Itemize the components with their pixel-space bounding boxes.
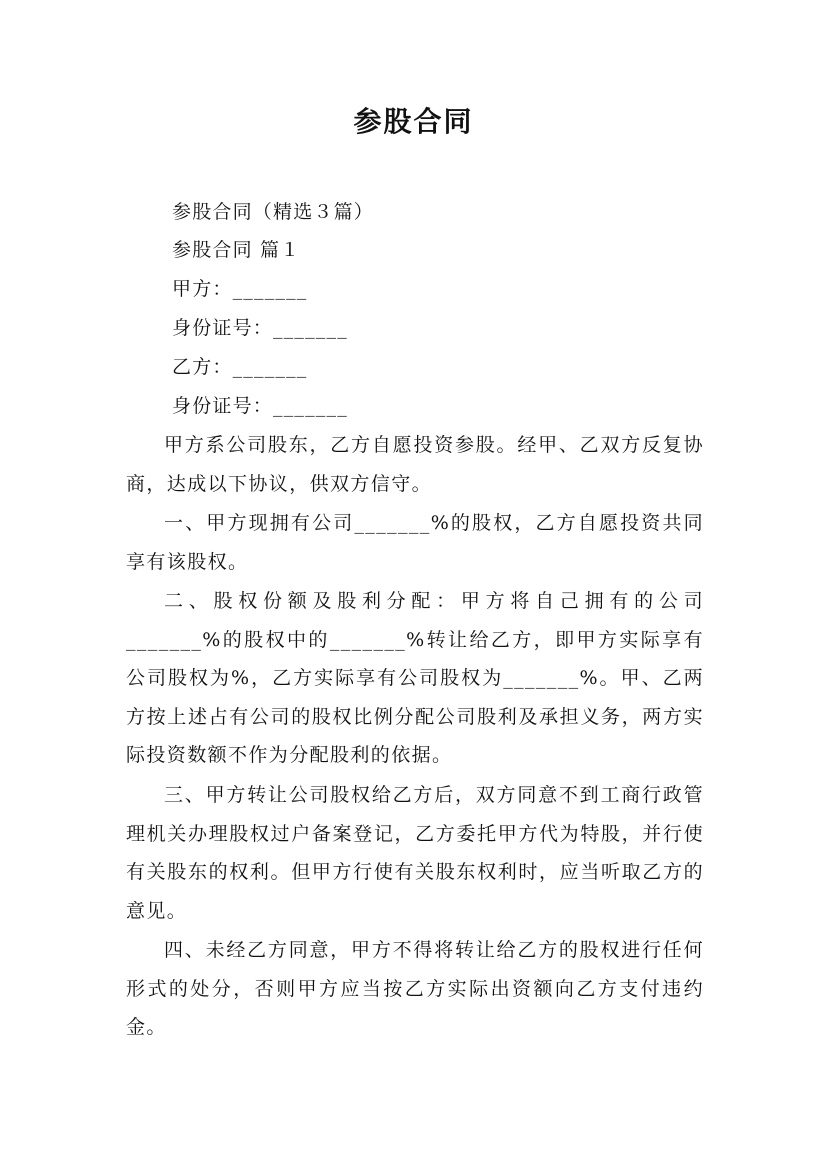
paragraph-clause-4: 四、未经乙方同意，甲方不得将转让给乙方的股权进行任何形式的处分，否则甲方应当按乙方实际出资额向乙方支付违约金。 [126, 939, 704, 1038]
party-b-line: 乙方：_______ [172, 356, 308, 378]
document-title: 参股合同 [353, 105, 474, 138]
party-b-id-line: 身份证号：_______ [172, 395, 348, 417]
party-a-id-line: 身份证号：_______ [172, 317, 348, 339]
document-subtitle: 参股合同（精选３篇） [172, 201, 375, 223]
paragraph-clause-2: 二、股权份额及股利分配：甲方将自己拥有的公司_______%的股权中的_______%转让给乙方，即甲方实际享有公司股权为%，乙方实际享有公司股权为_______%。甲、乙两方按上述占有公司的股权比例分配公司股利及承担义务，两方实际投资数额不作为分配股利的依据。 [126, 590, 704, 766]
paragraph-intro: 甲方系公司股东，乙方自愿投资参股。经甲、乙双方反复协商，达成以下协议，供双方信守。 [126, 434, 704, 495]
section-heading: 参股合同 篇１ [172, 239, 301, 261]
paragraph-clause-1: 一、甲方现拥有公司_______%的股权，乙方自愿投资共同享有该股权。 [126, 512, 704, 573]
paragraph-clause-3: 三、甲方转让公司股权给乙方后，双方同意不到工商行政管理机关办理股权过户备案登记，乙方委托甲方代为特股，并行使有关股东的权利。但甲方行使有关股东权利时，应当听取乙方的意见。 [126, 784, 704, 922]
party-a-line: 甲方：_______ [172, 278, 308, 300]
